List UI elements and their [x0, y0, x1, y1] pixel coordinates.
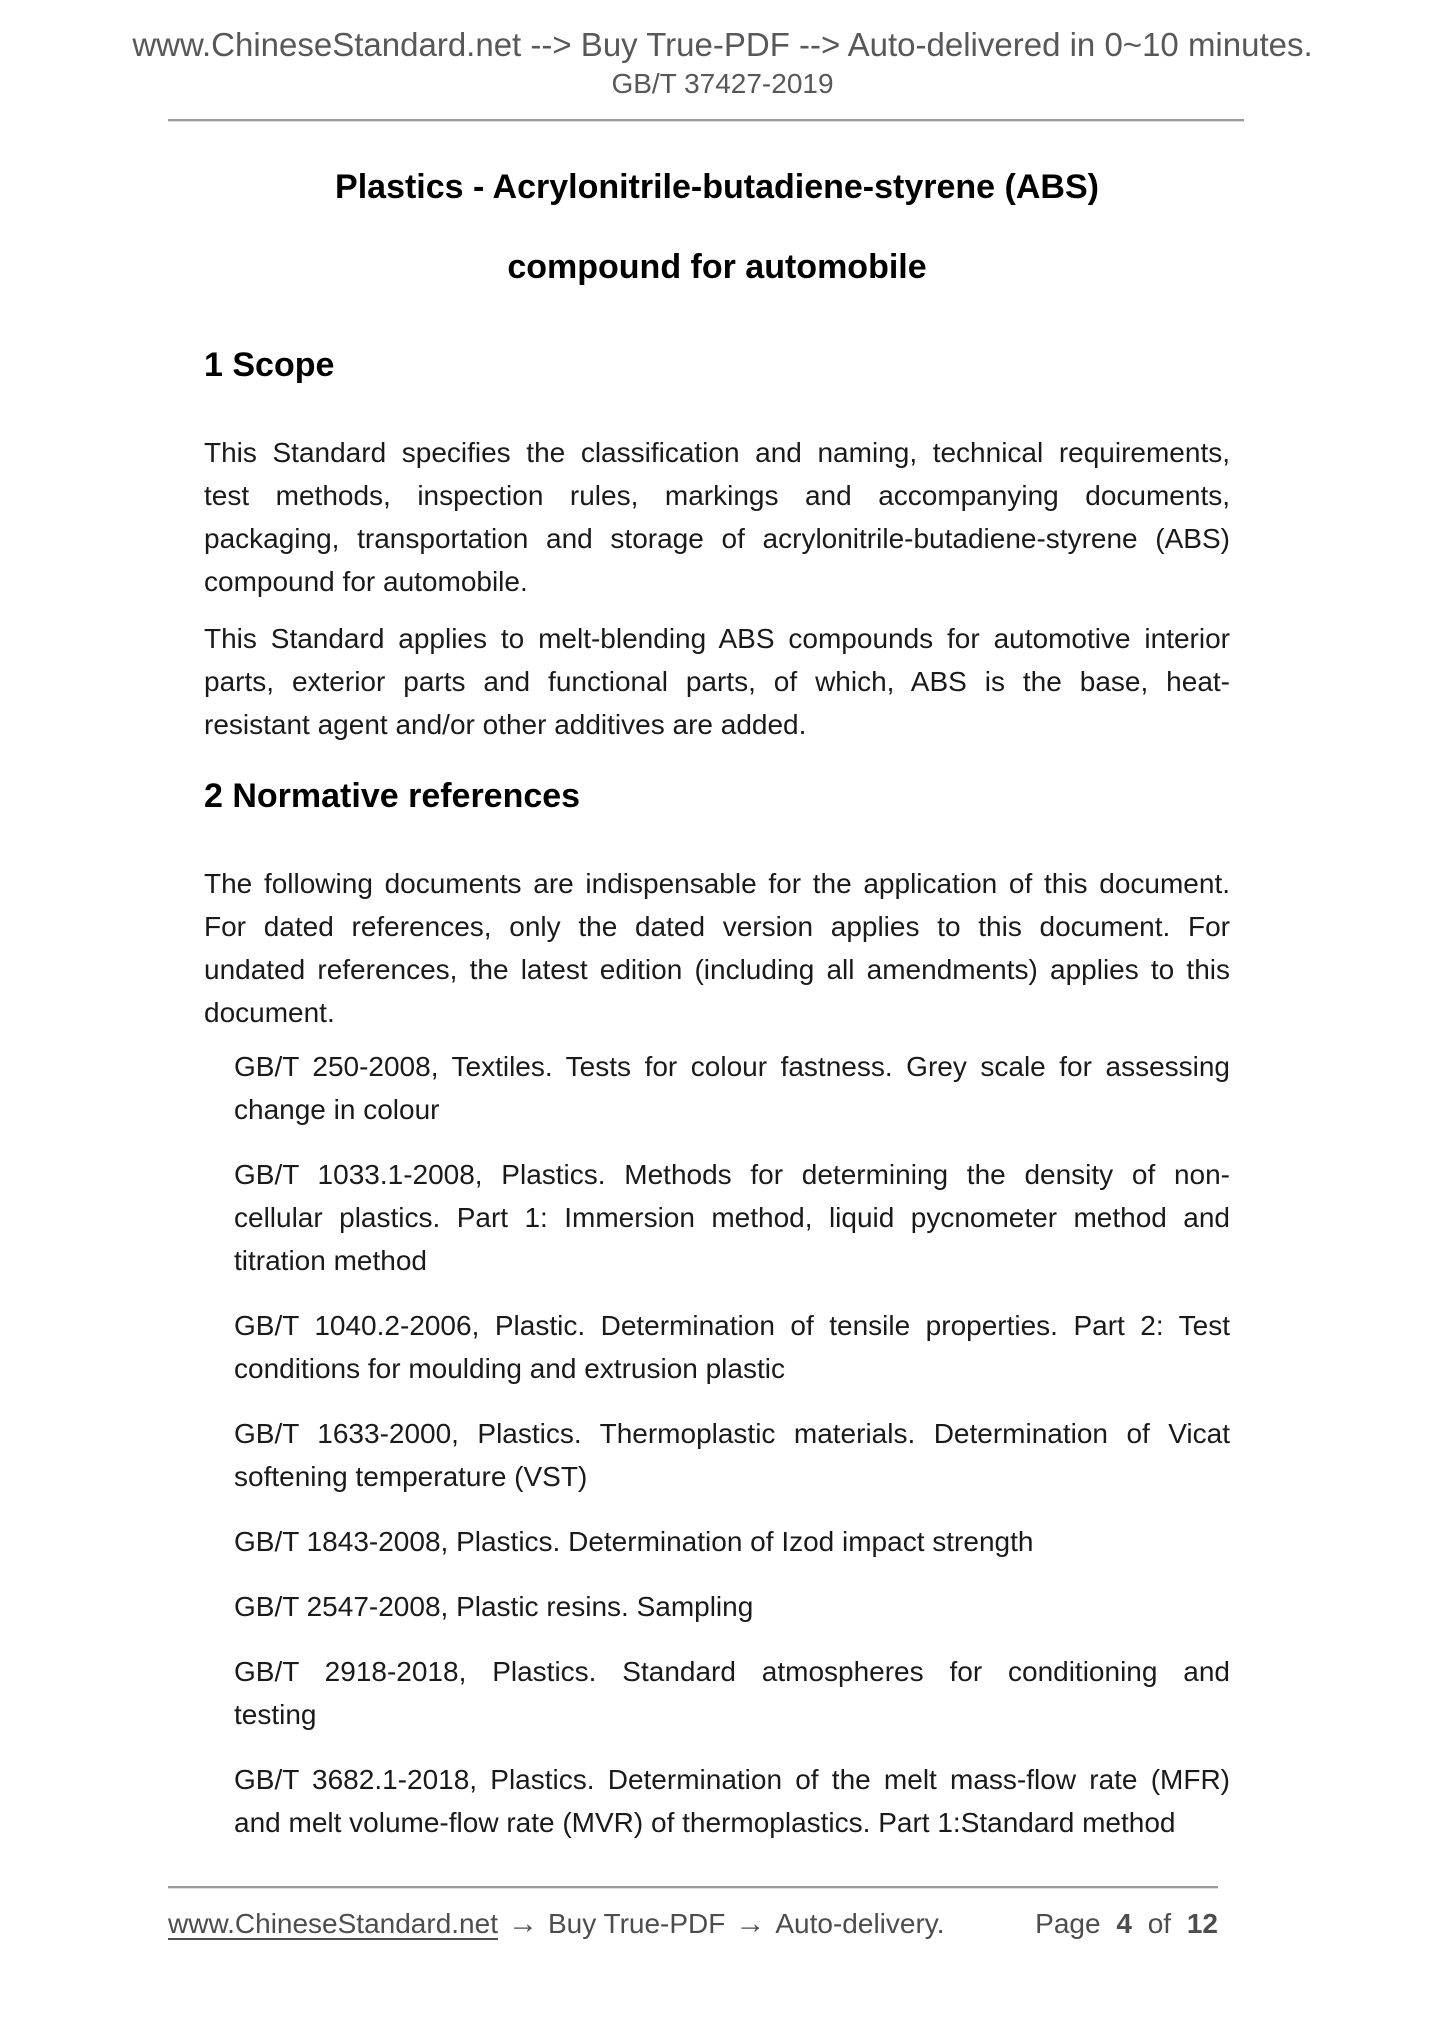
- header-standard-number: GB/T 37427-2019: [611, 68, 834, 99]
- text-line: undated references, the latest edition (including all amendments) applies to this: [204, 954, 1230, 985]
- page-label: Page: [1035, 1908, 1101, 1939]
- text-line: testing: [234, 1699, 317, 1730]
- text-line: This Standard applies to melt-blending ABS compounds for automotive interior: [204, 623, 1230, 654]
- text-line: conditions for moulding and extrusion plastic: [234, 1353, 785, 1384]
- reference-item: [234, 1412, 1230, 1498]
- text-line: titration method: [234, 1245, 427, 1276]
- text-line: change in colour: [234, 1094, 440, 1125]
- scope-paragraph-2: [204, 617, 1230, 746]
- section-heading-scope: 1 Scope: [204, 346, 335, 384]
- text-line: GB/T 1033.1-2008, Plastics. Methods for determining the density of non-: [234, 1159, 1230, 1190]
- footer-buy-pdf-text: Buy True-PDF: [547, 1908, 726, 1939]
- reference-item: [234, 1650, 1230, 1736]
- reference-item: [234, 1153, 1230, 1282]
- header-divider: [168, 119, 1244, 121]
- text-line: resistant agent and/or other additives are added.: [204, 709, 807, 740]
- text-line: parts, exterior parts and functional parts, of which, ABS is the base, heat-: [204, 666, 1230, 697]
- page-number-current: 4: [1116, 1908, 1132, 1939]
- page-indicator: [1035, 1902, 1218, 1946]
- reference-item: [234, 1304, 1230, 1390]
- text-line: GB/T 2918-2018, Plastics. Standard atmospheres for conditioning and: [234, 1656, 1230, 1687]
- reference-item: [234, 1758, 1230, 1844]
- text-line: compound for automobile.: [204, 566, 528, 597]
- scope-paragraph-1: [204, 431, 1230, 603]
- header-promo: www.ChineseStandard.net --> Buy True-PDF --> Auto-delivered in 0~10 minutes.: [132, 26, 1313, 63]
- page-header: [0, 0, 1445, 101]
- text-line: GB/T 1843-2008, Plastics. Determination of Izod impact strength: [234, 1526, 1034, 1557]
- text-line: document.: [204, 997, 335, 1028]
- text-line: For dated references, only the dated version applies to this document. For: [204, 911, 1230, 942]
- reference-item: [234, 1520, 1230, 1563]
- page-number-total: 12: [1186, 1908, 1218, 1939]
- arrow-right-icon: →: [507, 1907, 538, 1940]
- arrow-right-icon: →: [735, 1907, 766, 1940]
- reference-item: [234, 1045, 1230, 1131]
- text-line: packaging, transportation and storage of acrylonitrile-butadiene-styrene (ABS): [204, 523, 1230, 554]
- text-line: and melt volume-flow rate (MVR) of thermoplastics. Part 1:Standard method: [234, 1807, 1176, 1838]
- text-line: GB/T 2547-2008, Plastic resins. Sampling: [234, 1591, 754, 1622]
- text-line: test methods, inspection rules, markings and accompanying documents,: [204, 480, 1230, 511]
- text-line: The following documents are indispensable for the application of this document.: [204, 868, 1230, 899]
- text-line: cellular plastics. Part 1: Immersion method, liquid pycnometer method and: [234, 1202, 1230, 1233]
- footer-delivery-text: Auto-delivery.: [775, 1908, 945, 1939]
- text-line: GB/T 1040.2-2006, Plastic. Determination of tensile properties. Part 2: Test: [234, 1310, 1230, 1341]
- page-footer: [168, 1886, 1244, 1946]
- text-line: GB/T 1633-2000, Plastics. Thermoplastic materials. Determination of Vicat: [234, 1418, 1230, 1449]
- text-line: This Standard specifies the classification and naming, technical requirements,: [204, 437, 1230, 468]
- text-line: GB/T 250-2008, Textiles. Tests for colour fastness. Grey scale for assessing: [234, 1051, 1230, 1082]
- section-heading-normative: 2 Normative references: [204, 777, 581, 815]
- footer-divider: [168, 1886, 1218, 1888]
- of-label: of: [1147, 1908, 1172, 1939]
- reference-item: [234, 1585, 1230, 1628]
- title-line-1: Plastics - Acrylonitrile-butadiene-styrene (ABS): [335, 168, 1099, 206]
- footer-promo: [168, 1902, 954, 1946]
- footer-site-link[interactable]: www.ChineseStandard.net: [168, 1908, 498, 1939]
- text-line: softening temperature (VST): [234, 1461, 588, 1492]
- document-title: [204, 147, 1230, 307]
- title-line-2: compound for automobile: [507, 248, 927, 286]
- normative-intro-paragraph: [204, 862, 1230, 1034]
- text-line: GB/T 3682.1-2018, Plastics. Determination of the melt mass-flow rate (MFR): [234, 1764, 1230, 1795]
